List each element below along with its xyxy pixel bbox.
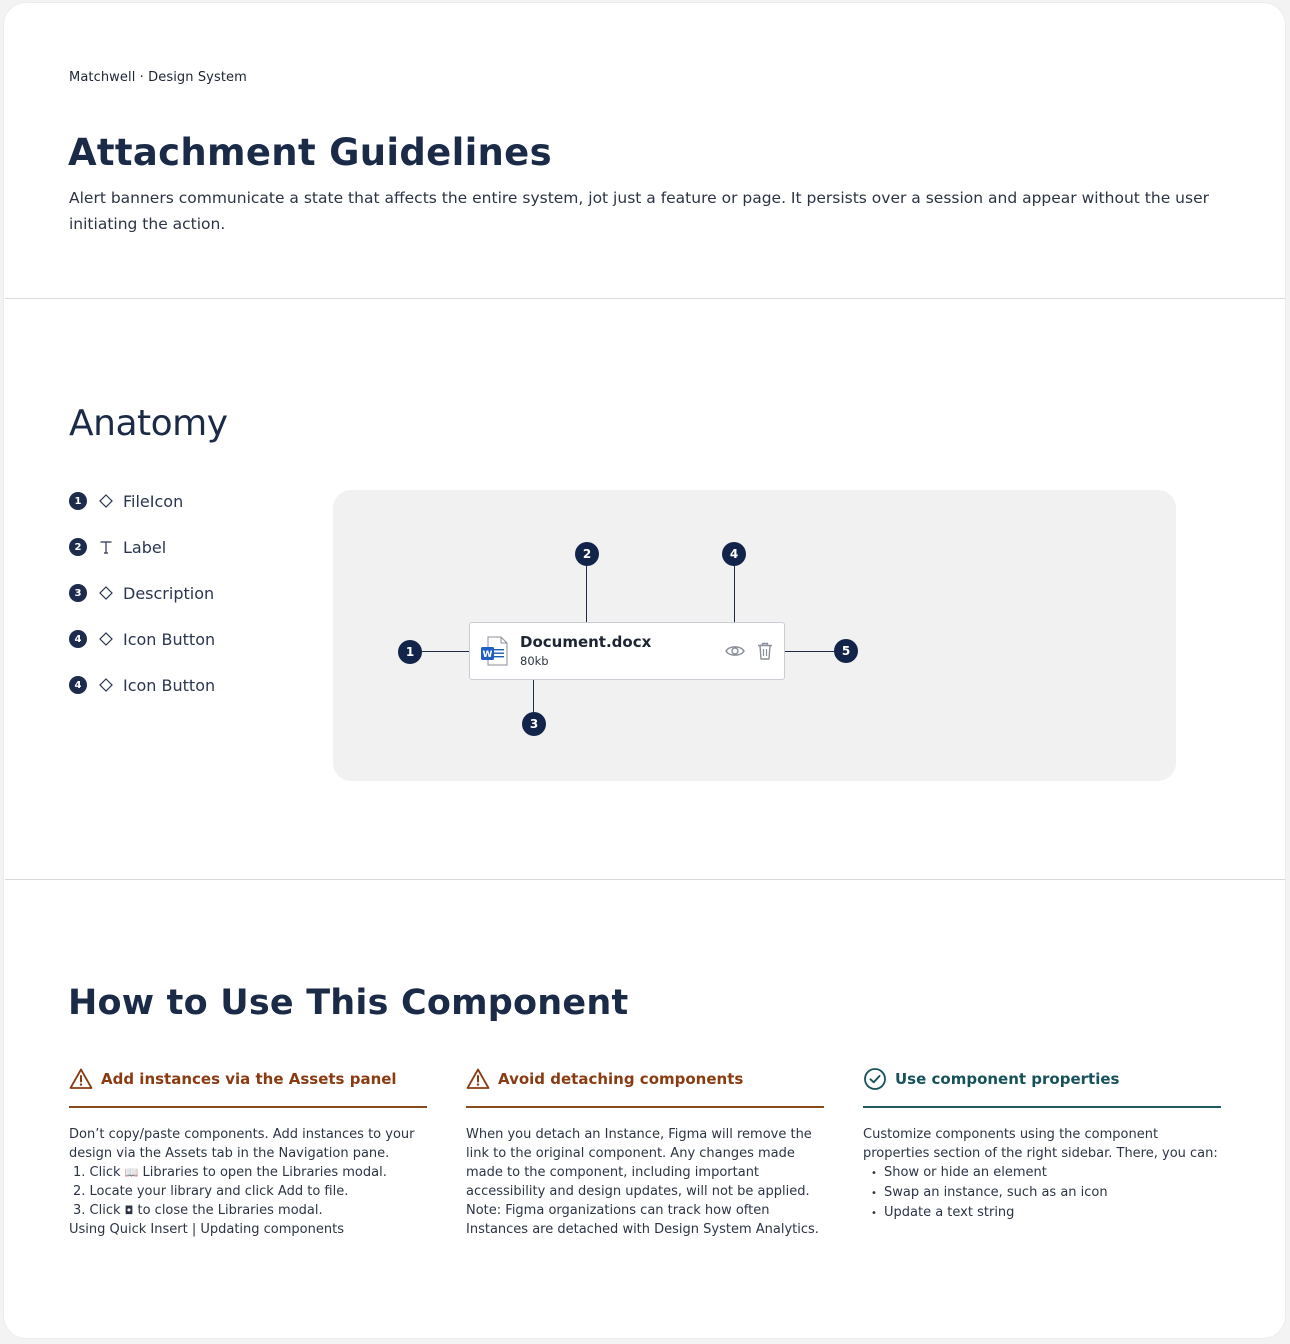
guideline-title: Use component properties [895,1070,1120,1088]
guideline-column [69,1066,427,1239]
component-diamond-icon [97,630,115,648]
anatomy-marker-2: 2 [575,542,599,566]
legend-label: FileIcon [123,491,184,511]
anatomy-marker-1: 1 [398,640,422,664]
legend-item [69,582,214,604]
section-divider [5,298,1285,299]
svg-text:W: W [482,650,493,660]
guideline-header [69,1066,427,1092]
guideline-links[interactable]: Using Quick Insert | Updating components [69,1222,344,1237]
step-text: 1. Click [73,1165,125,1180]
close-icon: ◘ [124,1204,134,1217]
guideline-body [863,1125,1221,1223]
list-item [69,1201,427,1220]
step-text: Libraries to open the Libraries modal. [138,1165,387,1180]
list-item: • Swap an instance, such as an icon [863,1183,1221,1203]
guideline-bullets [863,1163,1221,1223]
connector-line [422,651,470,652]
libraries-icon: 📖 [124,1166,139,1179]
list-item: • Show or hide an element [863,1163,1221,1183]
guideline-title: Add instances via the Assets panel [101,1070,397,1088]
legend-item [69,628,215,650]
connector-line [782,651,834,652]
word-document-icon [480,636,508,666]
guideline-rule [466,1106,824,1108]
page-card [4,3,1285,1338]
legend-number: 2 [69,538,87,556]
anatomy-marker-5: 5 [834,639,858,663]
check-circle-icon [863,1067,887,1091]
guideline-intro: Customize components using the component properties section of the right sidebar. There, you can: [863,1127,1218,1161]
component-diamond-icon [97,584,115,602]
page-intro: Alert banners communicate a state that affects the entire system, jot just a feature or page. It persists over a session and appear without the user initiating the action. [69,189,1209,233]
guideline-column [466,1066,824,1239]
guideline-header [466,1066,824,1092]
connector-line [734,565,735,627]
guideline-body [466,1125,824,1239]
legend-item [69,490,183,512]
eye-icon[interactable] [724,641,746,661]
guideline-column [863,1066,1221,1223]
connector-line [586,565,587,627]
legend-label: Description [123,583,215,603]
anatomy-marker-3: 3 [522,712,546,736]
file-name-label: Document.docx [520,633,652,651]
legend-number: 3 [69,584,87,602]
component-diamond-icon [97,676,115,694]
guideline-rule [69,1106,427,1108]
guideline-intro: Don’t copy/paste components. Add instances to your design via the Assets tab in the Navigation pane. [69,1127,415,1161]
file-size-description: 80kb [520,654,549,668]
warning-triangle-icon [466,1067,490,1091]
trash-icon[interactable] [756,641,774,661]
step-text: to close the Libraries modal. [133,1203,323,1218]
legend-number: 4 [69,630,87,648]
guideline-body [69,1125,427,1239]
guideline-title: Avoid detaching components [498,1070,744,1088]
legend-number: 4 [69,676,87,694]
legend-label: Icon Button [123,675,216,695]
component-diamond-icon [97,492,115,510]
how-to-use-heading: How to Use This Component [68,983,629,1023]
list-item [69,1182,427,1201]
page-title: Attachment Guidelines [68,131,552,174]
section-divider [5,879,1285,880]
anatomy-heading: Anatomy [69,403,228,444]
text-icon [97,538,115,556]
breadcrumb: Matchwell · Design System [69,70,247,85]
legend-label: Icon Button [123,629,216,649]
guideline-steps [69,1163,427,1220]
guideline-header [863,1066,1221,1092]
legend-number: 1 [69,492,87,510]
step-text: 3. Click [73,1203,125,1218]
legend-item [69,536,166,558]
warning-triangle-icon [69,1067,93,1091]
step-text: 2. Locate your library and click Add to file. [73,1184,349,1199]
anatomy-marker-4: 4 [722,542,746,566]
list-item [69,1163,427,1182]
list-item: • Update a text string [863,1203,1221,1223]
guideline-text: When you detach an Instance, Figma will remove the link to the original component. Any changes made made to the component, including important accessibility and design updates, will not be applied. Note: Figma organizations can track how often Instances are detached with Design System Analytics. [466,1127,819,1237]
legend-label: Label [123,537,167,557]
legend-item [69,674,215,696]
guideline-rule [863,1106,1221,1108]
